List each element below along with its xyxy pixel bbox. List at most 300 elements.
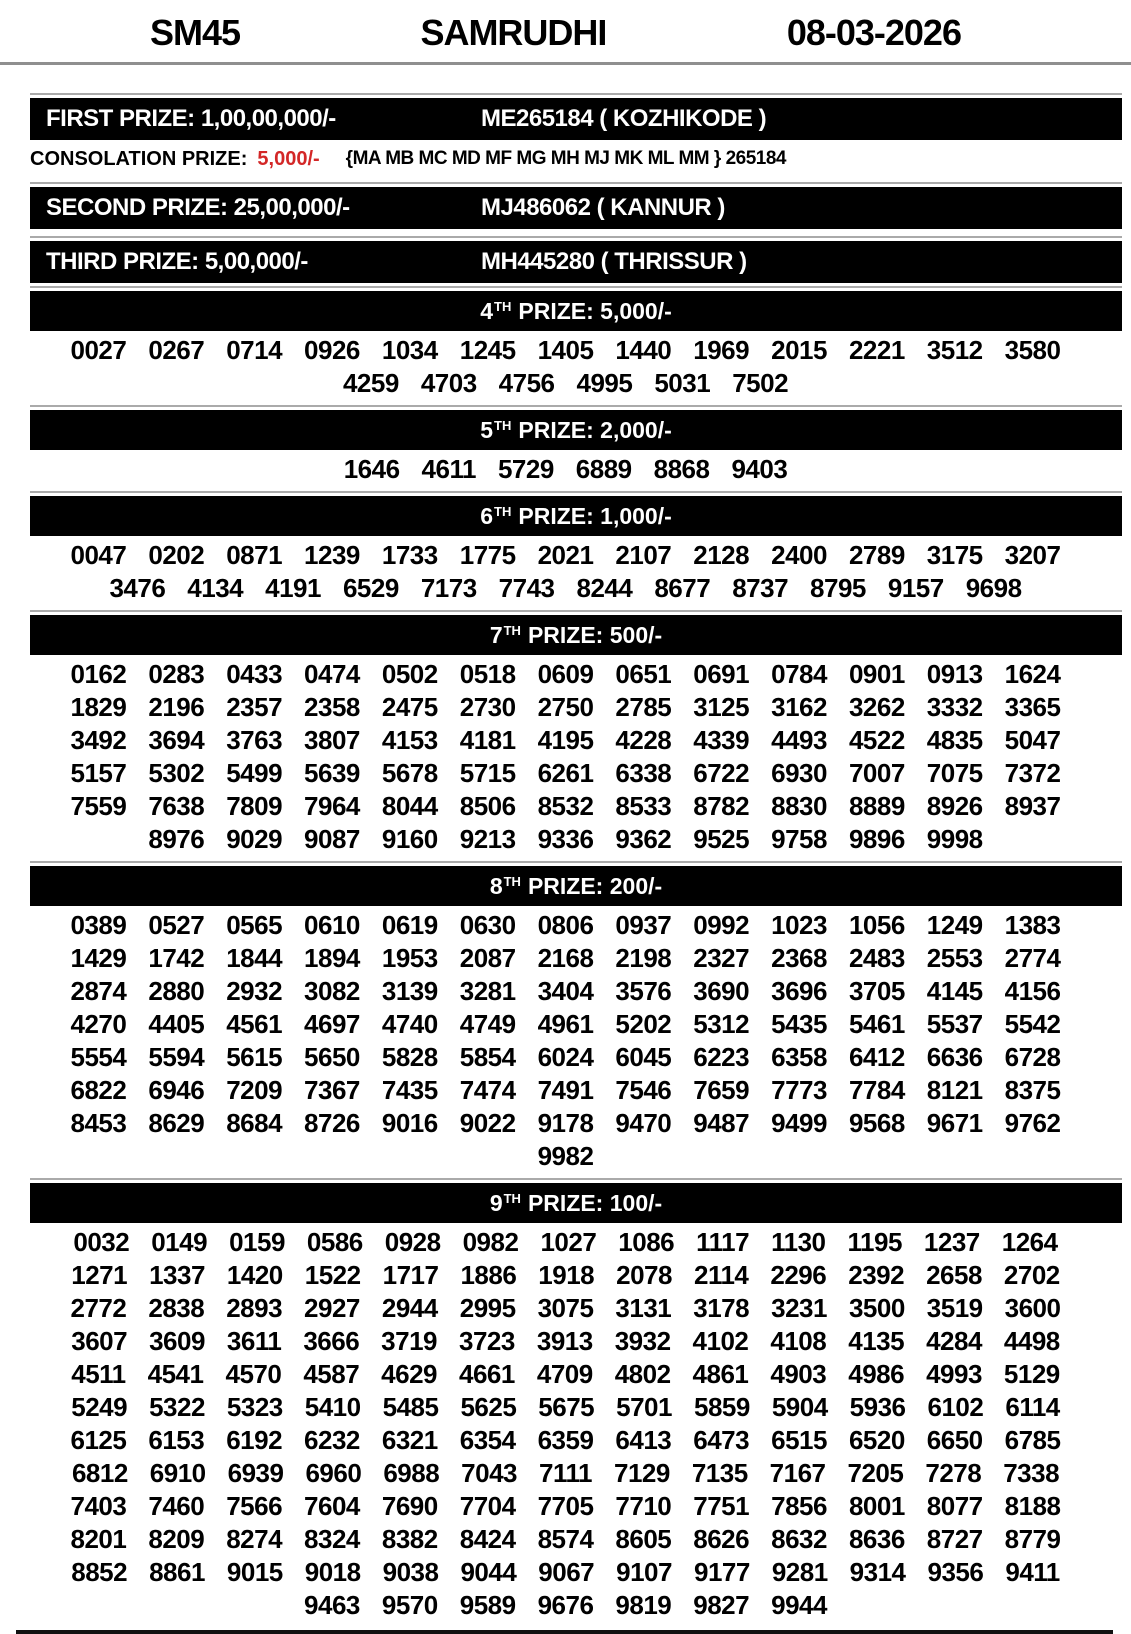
draw-date: 08-03-2026 (786, 12, 961, 53)
consolation-label: CONSOLATION PRIZE: (30, 147, 248, 170)
prize-number: 5729 (497, 454, 554, 484)
prize-number: 9411 (1005, 1557, 1060, 1587)
prize-number: 3231 (771, 1293, 827, 1323)
consolation-series: {MA MB MC MD MF MG MH MJ MK ML MM } 265184 (345, 148, 786, 169)
prize-number: 1953 (381, 943, 438, 973)
prize-number: 1271 (71, 1260, 128, 1290)
prize-number: 8852 (71, 1557, 128, 1587)
prize-number: 9487 (693, 1108, 750, 1138)
prize-number: 2658 (926, 1260, 982, 1290)
prize-number: 4284 (926, 1326, 982, 1356)
prize-number: 2730 (459, 692, 516, 722)
prize-number: 3932 (614, 1326, 671, 1356)
prize-number: 3609 (149, 1326, 205, 1356)
prize-number: 6338 (615, 758, 672, 788)
number-row (0, 1041, 1131, 1073)
band-topline (30, 610, 1122, 612)
prize-number: 8605 (615, 1524, 672, 1554)
prize-number: 1829 (70, 692, 127, 722)
second-prize-band (30, 182, 1122, 229)
prize-number: 1742 (148, 943, 205, 973)
prize-number: 5202 (615, 1009, 672, 1039)
prize-number: 6636 (926, 1042, 983, 1072)
prize-number: 0630 (459, 910, 516, 940)
prize-number: 5904 (771, 1392, 828, 1422)
prize-number: 4511 (71, 1359, 126, 1389)
prize-number: 4339 (693, 725, 750, 755)
prize-number: 9758 (771, 824, 827, 854)
second-prize-label: SECOND PRIZE: 25,00,000/- (46, 194, 350, 221)
prize-number: 7743 (498, 573, 555, 603)
prize-number: 8121 (926, 1075, 983, 1105)
number-row (0, 572, 1131, 604)
prize-number: 0806 (537, 910, 594, 940)
prize-number: 4270 (70, 1009, 127, 1039)
prize-number: 7566 (226, 1491, 283, 1521)
prize-number: 4995 (576, 368, 633, 398)
prize-number: 8727 (926, 1524, 983, 1554)
prize-number: 2944 (381, 1293, 438, 1323)
band-topline (30, 286, 1122, 288)
prize-number: 1249 (926, 910, 983, 940)
prize-number: 0202 (148, 540, 205, 570)
prize-number: 9067 (538, 1557, 595, 1587)
tier-rank: 5 (480, 416, 494, 443)
prize-number: 1023 (771, 910, 827, 940)
prize-number: 2400 (771, 540, 827, 570)
prize-number: 6515 (771, 1425, 827, 1455)
prize-number: 4611 (421, 454, 476, 484)
prize-number: 5323 (226, 1392, 283, 1422)
prize-number: 2874 (70, 976, 127, 1006)
prize-number: 3175 (926, 540, 983, 570)
prize-number: 8382 (381, 1524, 438, 1554)
first-prize-label: FIRST PRIZE: 1,00,00,000/- (46, 105, 336, 132)
prize-number: 2893 (226, 1293, 283, 1323)
prize-number: 3913 (536, 1326, 593, 1356)
prize-number: 2327 (693, 943, 750, 973)
prize-number: 4703 (420, 368, 477, 398)
prize-number: 8726 (304, 1108, 360, 1138)
prize-number: 1237 (923, 1227, 980, 1257)
prize-number: 6261 (537, 758, 594, 788)
tier-rank: 9 (489, 1189, 503, 1216)
prize-number: 9499 (771, 1108, 827, 1138)
number-row (0, 942, 1131, 974)
prize-number: 3705 (848, 976, 905, 1006)
tier-rank: 8 (489, 872, 503, 899)
prize-number: 9525 (693, 824, 750, 854)
prize-number: 3365 (1004, 692, 1061, 722)
tier-band (30, 405, 1122, 450)
prize-number: 1775 (459, 540, 516, 570)
prize-number: 6946 (148, 1075, 205, 1105)
prize-number: 0159 (229, 1227, 285, 1257)
number-row (0, 539, 1131, 571)
prize-number: 9044 (460, 1557, 517, 1587)
prize-number: 8533 (615, 791, 672, 821)
prize-number: 8001 (848, 1491, 905, 1521)
prize-number: 9029 (226, 824, 283, 854)
prize-number: 4570 (225, 1359, 282, 1389)
prize-number: 9998 (926, 824, 983, 854)
prize-number: 5129 (1003, 1359, 1060, 1389)
prize-number: 0027 (70, 335, 127, 365)
prize-number: 3694 (148, 725, 205, 755)
tier-band (30, 286, 1122, 331)
prize-number: 0283 (148, 659, 205, 689)
prize-number: 8424 (459, 1524, 516, 1554)
prize-number: 1420 (226, 1260, 283, 1290)
prize-number: 3125 (693, 692, 750, 722)
tier-number-rows (0, 536, 1131, 607)
prize-number: 2789 (848, 540, 905, 570)
prize-number: 9016 (381, 1108, 438, 1138)
prize-number: 8937 (1004, 791, 1061, 821)
lottery-name: SAMRUDHI (420, 12, 607, 53)
prize-number: 9463 (304, 1590, 360, 1620)
prize-number: 3807 (304, 725, 360, 755)
prize-number: 1522 (304, 1260, 361, 1290)
consolation-row (30, 140, 1131, 178)
prize-number: 8868 (653, 454, 710, 484)
prize-number: 7704 (459, 1491, 516, 1521)
prize-number: 2483 (848, 943, 905, 973)
prize-number: 8244 (576, 573, 633, 603)
tier-band (30, 1178, 1122, 1223)
tier-4th-title-bar (30, 291, 1122, 331)
prize-number: 5312 (693, 1009, 750, 1039)
prize-number: 1440 (615, 335, 672, 365)
prize-number: 4709 (536, 1359, 593, 1389)
prize-number: 6223 (693, 1042, 750, 1072)
prize-number: 4993 (926, 1359, 982, 1389)
prize-number: 9982 (537, 1141, 594, 1171)
number-row (0, 453, 1131, 485)
prize-number: 1717 (382, 1260, 439, 1290)
prize-number: 2553 (926, 943, 983, 973)
prize-number: 1405 (537, 335, 594, 365)
prize-number: 5625 (460, 1392, 517, 1422)
prize-number: 5435 (771, 1009, 827, 1039)
prize-number: 7751 (693, 1491, 750, 1521)
prize-number: 5678 (381, 758, 438, 788)
prize-number: 8044 (381, 791, 438, 821)
prize-number: 6728 (1004, 1042, 1061, 1072)
prize-number: 7278 (925, 1458, 982, 1488)
number-row (0, 1358, 1131, 1390)
prize-number: 7367 (304, 1075, 360, 1105)
number-row (0, 1008, 1131, 1040)
third-prize-winner: MH445280 ( THRISSUR ) (481, 248, 747, 275)
prize-number: 2107 (615, 540, 672, 570)
prize-number: 6529 (342, 573, 399, 603)
prize-number: 5157 (70, 758, 127, 788)
prize-number: 9314 (849, 1557, 906, 1587)
band-topline (30, 182, 1122, 184)
prize-number: 7710 (615, 1491, 672, 1521)
prize-number: 6125 (70, 1425, 127, 1455)
prize-number: 3519 (926, 1293, 983, 1323)
band-topline (30, 405, 1122, 407)
tier-band (30, 610, 1122, 655)
prize-number: 7167 (769, 1458, 826, 1488)
prize-number: 6722 (693, 758, 750, 788)
prize-number: 8782 (693, 791, 750, 821)
prize-number: 5701 (616, 1392, 672, 1422)
prize-number: 8375 (1004, 1075, 1061, 1105)
prize-number: 2750 (537, 692, 594, 722)
prize-number: 9568 (848, 1108, 905, 1138)
prize-number: 7964 (304, 791, 360, 821)
prize-number: 1733 (381, 540, 438, 570)
prize-number: 8629 (148, 1108, 205, 1138)
tier-5th-title-bar (30, 410, 1122, 450)
prize-number: 4749 (459, 1009, 516, 1039)
prize-number: 0149 (151, 1227, 208, 1257)
prize-number: 1383 (1004, 910, 1061, 940)
prize-number: 7043 (461, 1458, 517, 1488)
prize-number: 5537 (926, 1009, 983, 1039)
bottom-divider (16, 1630, 1113, 1634)
prize-number: 0784 (771, 659, 827, 689)
prize-number: 0619 (381, 910, 438, 940)
prize-number: 3332 (926, 692, 983, 722)
prize-number: 5615 (226, 1042, 283, 1072)
prize-number: 5047 (1004, 725, 1061, 755)
prize-number: 0651 (615, 659, 672, 689)
prize-number: 4697 (304, 1009, 360, 1039)
prize-number: 8324 (304, 1524, 360, 1554)
number-row (0, 975, 1131, 1007)
prize-number: 5715 (459, 758, 516, 788)
prize-number: 7209 (226, 1075, 283, 1105)
prize-number: 7129 (613, 1458, 670, 1488)
tier-rank: 4 (480, 297, 494, 324)
prize-number: 9336 (537, 824, 594, 854)
prize-number: 9570 (381, 1590, 438, 1620)
prize-number: 6045 (615, 1042, 672, 1072)
tier-number-rows (0, 1223, 1131, 1624)
prize-number: 5322 (149, 1392, 205, 1422)
third-prize-band (30, 236, 1122, 283)
prize-number: 6359 (537, 1425, 594, 1455)
prize-number: 0913 (926, 659, 983, 689)
tier-5th-section (0, 405, 1131, 488)
number-row (0, 1140, 1131, 1172)
prize-number: 8795 (810, 573, 866, 603)
prize-number: 0389 (70, 910, 127, 940)
prize-number: 7474 (459, 1075, 516, 1105)
spacer (0, 65, 1131, 93)
band-topline (30, 491, 1122, 493)
prize-number: 6114 (1005, 1392, 1060, 1422)
prize-number: 4835 (926, 725, 983, 755)
prize-number: 7435 (381, 1075, 438, 1105)
prize-number: 0565 (226, 910, 283, 940)
prize-number: 5675 (538, 1392, 595, 1422)
prize-number: 2357 (226, 692, 283, 722)
lottery-code: SM45 (150, 12, 241, 53)
prize-number: 1130 (771, 1227, 826, 1257)
prize-number: 9827 (693, 1590, 750, 1620)
prize-number: 6354 (459, 1425, 516, 1455)
prize-number: 5639 (304, 758, 360, 788)
prize-number: 3492 (70, 725, 127, 755)
prize-number: 7546 (615, 1075, 672, 1105)
prize-number: 4903 (770, 1359, 827, 1389)
tier-amount: PRIZE: 5,000/- (518, 297, 672, 324)
prize-number: 7638 (148, 791, 205, 821)
prize-number: 6153 (148, 1425, 205, 1455)
prize-number: 1429 (70, 943, 127, 973)
prize-number: 7659 (693, 1075, 750, 1105)
band-topline (30, 1178, 1122, 1180)
prize-number: 5594 (148, 1042, 205, 1072)
number-row (0, 724, 1131, 756)
prize-number: 3763 (226, 725, 283, 755)
prize-number: 3666 (303, 1326, 360, 1356)
prize-tiers (0, 286, 1131, 1624)
tier-number-rows (0, 906, 1131, 1175)
tier-number-rows (0, 655, 1131, 858)
number-row (0, 1325, 1131, 1357)
prize-number: 1886 (460, 1260, 517, 1290)
prize-number: 0992 (693, 910, 750, 940)
prize-number: 0433 (226, 659, 283, 689)
prize-number: 6889 (575, 454, 632, 484)
prize-number: 2995 (459, 1293, 516, 1323)
prize-number: 8626 (693, 1524, 750, 1554)
prize-number: 6960 (305, 1458, 362, 1488)
prize-number: 9022 (459, 1108, 516, 1138)
number-row (0, 1107, 1131, 1139)
prize-number: 9107 (616, 1557, 672, 1587)
tier-band (30, 861, 1122, 906)
prize-number: 8201 (70, 1524, 127, 1554)
prize-number: 2168 (537, 943, 594, 973)
prize-number: 4802 (614, 1359, 671, 1389)
prize-number: 0937 (615, 910, 672, 940)
prize-number: 2114 (693, 1260, 749, 1290)
prize-number: 4541 (147, 1359, 204, 1389)
prize-number: 8830 (771, 791, 827, 821)
prize-number: 2785 (615, 692, 672, 722)
prize-number: 1195 (847, 1227, 902, 1257)
prize-number: 4493 (771, 725, 827, 755)
prize-number: 4861 (692, 1359, 749, 1389)
prize-number: 2880 (148, 976, 205, 1006)
number-row (0, 334, 1131, 366)
prize-number: 1918 (538, 1260, 595, 1290)
prize-number: 4153 (381, 725, 438, 755)
prize-number: 8636 (848, 1524, 905, 1554)
prize-number: 0518 (459, 659, 516, 689)
prize-number: 6520 (848, 1425, 905, 1455)
tier-8th-section (0, 861, 1131, 1175)
prize-number: 9160 (381, 824, 438, 854)
prize-number: 8077 (926, 1491, 983, 1521)
prize-number: 6785 (1004, 1425, 1061, 1455)
prize-number: 6192 (226, 1425, 283, 1455)
band-topline (30, 93, 1122, 95)
prize-number: 6939 (227, 1458, 284, 1488)
prize-number: 8188 (1004, 1491, 1061, 1521)
prize-number: 5302 (148, 758, 205, 788)
prize-number: 9087 (304, 824, 360, 854)
prize-number: 4181 (459, 725, 516, 755)
prize-number: 6412 (848, 1042, 905, 1072)
prize-number: 0926 (304, 335, 360, 365)
prize-number: 3131 (615, 1293, 672, 1323)
prize-number: 8532 (537, 791, 594, 821)
prize-number: 9281 (771, 1557, 828, 1587)
prize-number: 5854 (459, 1042, 516, 1072)
prize-number: 0871 (226, 540, 283, 570)
prize-number: 9819 (615, 1590, 672, 1620)
prize-number: 4228 (615, 725, 672, 755)
prize-number: 3723 (459, 1326, 515, 1356)
prize-number: 5554 (70, 1042, 127, 1072)
number-row (0, 823, 1131, 855)
prize-number: 1239 (304, 540, 360, 570)
number-row (0, 691, 1131, 723)
tier-7th-section (0, 610, 1131, 858)
prize-number: 7403 (70, 1491, 127, 1521)
prize-number: 3611 (226, 1326, 282, 1356)
tier-ordinal: TH (494, 503, 512, 519)
tier-number-rows (0, 331, 1131, 402)
number-row (0, 1226, 1131, 1258)
prize-number: 6024 (537, 1042, 594, 1072)
tier-9th-title-bar (30, 1183, 1122, 1223)
prize-number: 1969 (693, 335, 750, 365)
prize-number: 4191 (265, 573, 321, 603)
prize-number: 7705 (537, 1491, 594, 1521)
tier-9th-section (0, 1178, 1131, 1624)
prize-number: 0691 (693, 659, 750, 689)
prize-number: 9356 (927, 1557, 984, 1587)
tier-rank: 6 (480, 502, 494, 529)
prize-number: 6910 (149, 1458, 206, 1488)
prize-number: 0162 (70, 659, 127, 689)
prize-number: 7809 (226, 791, 283, 821)
prize-number: 2475 (381, 692, 438, 722)
prize-number: 5828 (381, 1042, 438, 1072)
tier-amount: PRIZE: 200/- (527, 872, 663, 899)
prize-number: 6988 (383, 1458, 440, 1488)
prize-number: 4405 (148, 1009, 205, 1039)
tier-ordinal: TH (503, 1190, 521, 1206)
prize-number: 4986 (848, 1359, 905, 1389)
prize-number: 4961 (537, 1009, 594, 1039)
prize-number: 8574 (537, 1524, 594, 1554)
second-prize-winner: MJ486062 ( KANNUR ) (481, 194, 725, 221)
prize-number: 0047 (70, 540, 127, 570)
prize-number: 1245 (459, 335, 516, 365)
prize-number: 0586 (306, 1227, 363, 1257)
number-row (0, 1074, 1131, 1106)
tier-rank: 7 (489, 621, 503, 648)
prize-number: 7338 (1003, 1458, 1060, 1488)
consolation-amount: 5,000/- (257, 147, 320, 170)
prize-number: 9178 (537, 1108, 594, 1138)
prize-number: 8889 (848, 791, 905, 821)
prize-number: 8209 (148, 1524, 205, 1554)
second-prize-bar (30, 187, 1122, 229)
band-topline (30, 861, 1122, 863)
prize-number: 2128 (693, 540, 750, 570)
